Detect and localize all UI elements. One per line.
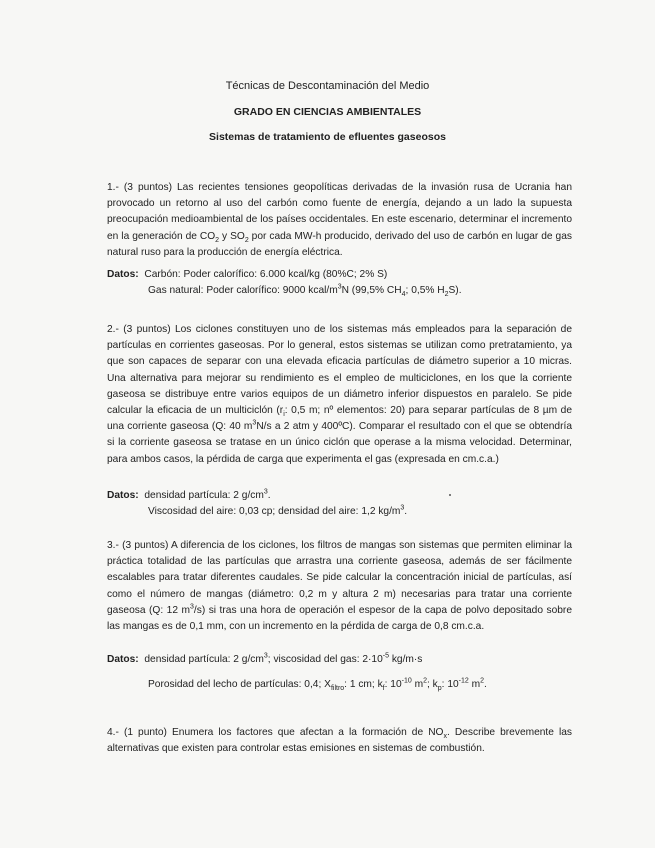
question-4-text: 4.- (1 punto) Enumera los factores que afectan a la formación de $NO_x$. Describe brevemente las alternativas que existen para controlar estas emisiones en sistemas de combustión. <box>107 727 573 755</box>
question-3-data-line-2: Porosidad del lecho de partículas: 0,4; $X_{filtro}$: 1 cm; $k_f$: $10^{-10}$ $m^2$; $k_p$: $10^{-12}$ $m^2$. <box>148 677 487 693</box>
question-1-text: 1.- (3 puntos) Las recientes tensiones geopolíticas derivadas de la invasión rusa de Ucrania han provocado un retorno al uso del carbón como fuente de energía, dejando a un lado la supuesta preocupación medioambiental de los países occidentales. En este escenario, determinar el incremento en la generación de $CO_2$ y $SO_2$ por cada MW-h producido, derivado del uso de carbón en lugar de gas natural ruso para la producción de energía eléctrica. <box>107 182 572 258</box>
question-2-text: 2.- (3 puntos) Los ciclones constituyen uno de los sistemas más empleados para la separación de partículas en corrientes gaseosas. Por lo general, estos sistemas se utilizan como pretratamiento, ya que son capaces de separar con una elevada eficacia partículas de diámetro superior a 10 micras. Una alternativa para mejorar su rendimiento es el empleo de multiciclones, en los que la corriente gaseosa se distribuye entre varios equipos de un diámetro inferior dispuestos en paralelo. Se pide calcular la eficacia de un multiciclón ($r_i$: 0,5 m; nº elementos: 20) para separar partículas de 8 µm de una corriente gaseosa (Q: 40 $m^3N/s$ a 2 atm y 400ºC). Comparar el resultado con el que se obtendría si la corriente gaseosa se tratase en un único ciclón que operase a la misma velocidad. Determinar, para ambos casos, la pérdida de carga que experimenta el gas (expresada en cm.c.a.) <box>107 324 572 465</box>
question-2-data-line-2: Viscosidad del aire: 0,03 cp; densidad del aire: 1,2 $kg/m^3$. <box>148 504 408 517</box>
question-3-text: 3.- (3 puntos) A diferencia de los ciclones, los filtros de mangas son sistemas que permiten eliminar la práctica totalidad de las partículas que arrastra una corriente gaseosa, además de ser fácilmente escalables para tratar diferentes caudales. Se pide calcular la concentración inicial de partículas, así como el número de mangas (diámetro: 0,2 m y altura 2 m) necesarias para tratar una corriente gaseosa (Q: 12 $m^3/s$) si tras una hora de operación el espesor de la capa de polvo depositado sobre las mangas es de 0,1 mm, con un incremento en la pérdida de carga de 0,8 cm.c.a. <box>107 540 572 633</box>
question-2-data-line-1: Datos: densidad partícula: 2 $g/cm^3$. <box>107 488 271 501</box>
degree-title: GRADO EN CIENCIAS AMBIENTALES <box>233 106 422 118</box>
stray-dot <box>449 494 451 496</box>
data-label: Datos: <box>107 654 139 665</box>
topic-title: Sistemas de tratamiento de efluentes gaseosos <box>209 131 446 143</box>
data-label: Datos: <box>107 490 139 501</box>
course-title: Técnicas de Descontaminación del Medio <box>225 80 430 92</box>
data-label: Datos: <box>107 269 139 280</box>
question-1-data-line-1: Datos: Carbón: Poder calorífico: 6.000 kcal/kg (80%C; 2% S) <box>107 269 388 280</box>
question-3-data-line-1: Datos: densidad partícula: 2 $g/cm^3$; viscosidad del gas: $2\cdot 10^{-5}$ kg/m·s <box>107 652 423 665</box>
question-1-data-line-2: Gas natural: Poder calorífico: 9000 kcal/$m^3N$ (99,5% $CH_4$; 0,5% $H_2S$). <box>148 283 462 299</box>
